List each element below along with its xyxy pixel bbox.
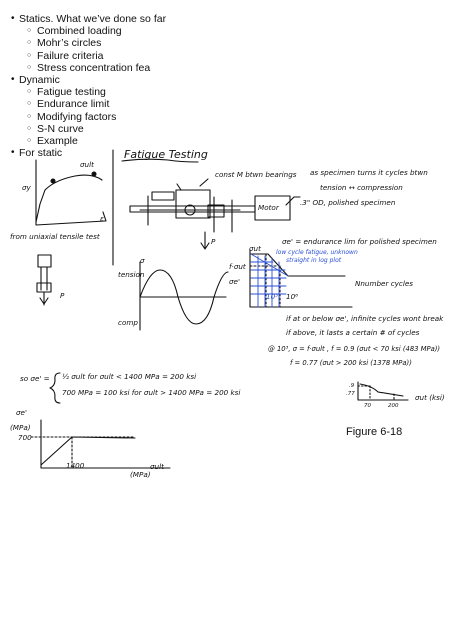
finite-cycles-note: if above, it lasts a certain # of cycles — [286, 328, 420, 337]
figure-caption: Figure 6-18 — [346, 426, 403, 438]
f-077-note: f = 0.77 (σut > 200 ksi (1378 MPa)) — [290, 359, 412, 367]
equation-brace — [50, 373, 60, 403]
small-fig-y-09: .9 — [349, 383, 355, 389]
subitem-label: Example — [37, 135, 78, 148]
value-700: 700 — [18, 433, 32, 442]
outline-heading: Dynamic — [19, 74, 60, 87]
tension-label: tension — [118, 270, 145, 279]
sut-axis-label: σut — [249, 244, 261, 253]
small-fig-y-077: .77 — [346, 391, 355, 397]
mpa-label-2: (MPa) — [130, 470, 151, 479]
load-p-label: P — [60, 291, 65, 300]
outline-heading: For static — [19, 147, 63, 160]
subitem-label: Fatigue testing — [37, 86, 106, 99]
compression-label: comp — [118, 318, 138, 327]
tick-1e6: 10⁶ — [286, 292, 299, 301]
f-sut-label: f·σut — [229, 262, 246, 271]
load-p-label-2: P — [211, 237, 216, 246]
ultimate-strength-label: σult — [80, 160, 94, 169]
se-equation-line-1: ½ σult for σult < 1400 MPa = 200 ksi — [62, 372, 197, 381]
specimen-note-2: tension ↔ compression — [320, 183, 403, 192]
strain-axis-label: ε — [100, 214, 104, 223]
outline-heading: Statics. What we’ve done so far — [19, 13, 167, 25]
subitem-label: Stress concentration fea — [37, 61, 151, 74]
small-fig-tick-70: 70 — [364, 403, 371, 409]
motor-label: Motor — [258, 203, 279, 212]
se-axis-label: σe' — [16, 408, 27, 417]
tensile-test-caption: from uniaxial tensile test — [10, 232, 100, 241]
bearings-label: const M btwn bearings — [215, 170, 297, 179]
fatigue-title: Fatigue Testing — [124, 148, 208, 161]
low-cycle-note: low cycle fatigue, unknown — [276, 249, 358, 256]
small-fig-x-label: σut (ksi) — [415, 393, 445, 402]
small-fig-tick-200: 200 — [388, 403, 399, 409]
mpa-label: (MPa) — [10, 423, 31, 432]
endurance-vs-ultimate-sketch — [31, 420, 170, 468]
value-1400: 1400 — [66, 461, 85, 470]
f-at-1e3-note: @ 10³, σ = f·σult , f = 0.9 (σut < 70 ksi (483 MPa)) — [268, 345, 441, 353]
figure-6-18-sketch — [358, 382, 408, 400]
endurance-note: σe' = endurance lim for polished specimen — [282, 237, 437, 246]
straight-line-note: straight in log plot — [286, 257, 342, 264]
sult-axis-label: σult — [150, 462, 164, 471]
yield-strength-label: σy — [22, 183, 31, 192]
sine-wave-sketch — [140, 262, 228, 330]
subitem-label: S-N curve — [37, 122, 84, 135]
stress-axis-label: σ — [140, 256, 145, 265]
infinite-cycles-note: if at or below σe', infinite cycles wont break — [286, 314, 444, 323]
subitem-label: Failure criteria — [37, 49, 104, 62]
n-cycles-label: Nnumber cycles — [355, 279, 414, 288]
specimen-note-3: .3" OD, polished specimen — [300, 198, 396, 207]
subitem-label: Combined loading — [37, 25, 122, 38]
se-equation-lhs: so σe' = — [20, 374, 50, 383]
tick-1e3: 10³ — [266, 292, 279, 301]
specimen-note-1: as specimen turns it cycles btwn — [310, 168, 428, 177]
se-prime-label: σe' — [229, 277, 240, 286]
subitem-label: Mohr’s circles — [37, 37, 102, 50]
subitem-label: Endurance limit — [37, 98, 110, 111]
se-equation-line-2: 700 MPa = 100 ksi for σult > 1400 MPa = 200 ksi — [62, 388, 241, 397]
stress-strain-sketch — [36, 160, 106, 225]
subitem-label: Modifying factors — [37, 110, 117, 123]
tensile-specimen-sketch — [37, 255, 51, 305]
